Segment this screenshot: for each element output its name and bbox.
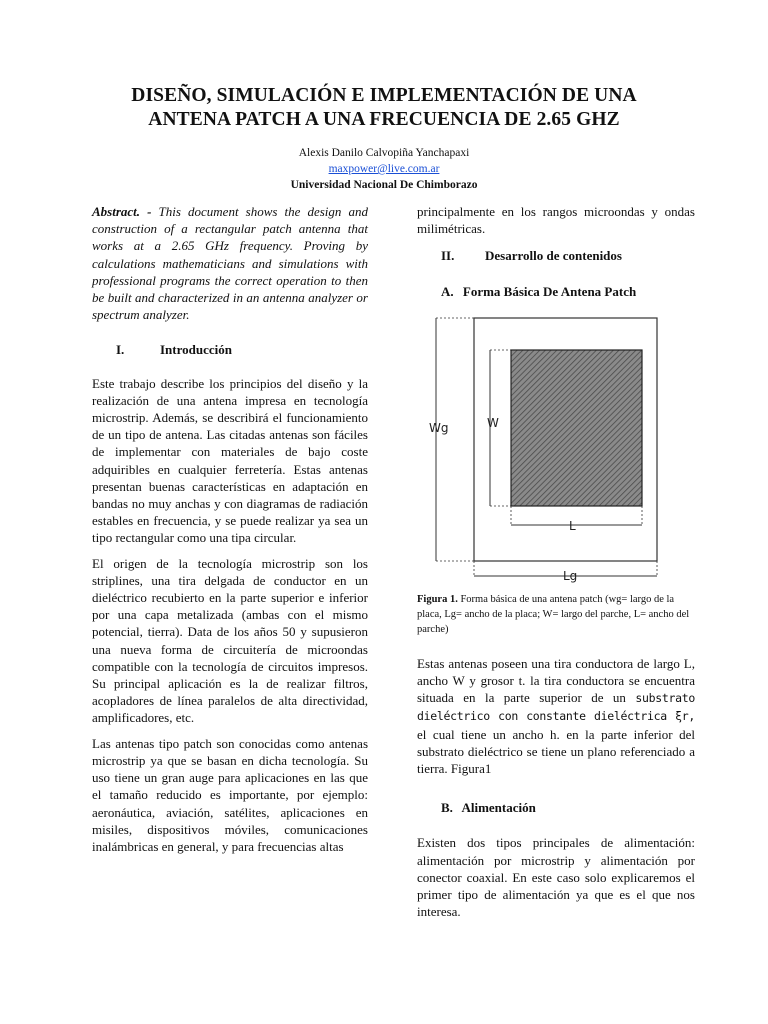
figure-caption-label: Figura 1. <box>417 593 458 605</box>
author-name: Alexis Danilo Calvopiña Yanchapaxi <box>298 147 470 159</box>
paragraph-part: Estas antenas poseen una tira conductora de largo L, ancho W y grosor t. la tira conductora se encuentra situada en la parte superior de un <box>417 655 695 706</box>
subsection-title: Alimentación <box>461 800 536 816</box>
label-w: W <box>487 415 499 430</box>
subsection-letter: A. <box>441 283 454 299</box>
abstract <box>92 203 368 323</box>
subsection-letter: B. <box>441 800 453 816</box>
abstract-label: Abstract. - <box>92 204 152 219</box>
section-number: II. <box>441 248 455 264</box>
label-lg: Lg <box>563 568 578 583</box>
figure-patch-antenna <box>417 314 695 584</box>
section-number: I. <box>116 342 125 358</box>
paragraph: Este trabajo describe los principios del diseño y la realización de una antena impresa en tecnología microstrip. Además, se describirá el funcionamiento de un tipo de antena. Las citadas antenas son fáciles de implementar con materiales de bajo coste adquiribles en cualquier ferretería. Estas antenas presentan buenas características en adaptación en bandas no muy anchas y con diagramas de radiación estables en frecuencia, y se puede realizar ya sea un tipo rectangular como una tipa circular. <box>92 375 368 546</box>
subsection-heading-alimentacion <box>441 799 695 816</box>
subsection-title: Forma Básica De Antena Patch <box>462 283 637 299</box>
title-line-1: DISEÑO, SIMULACIÓN E IMPLEMENTACIÓN DE UNA <box>131 85 637 106</box>
paragraph: El origen de la tecnología microstrip son los striplines, una tira delgada de conductor en un dieléctrico recubierto en la parte superior e inferior por una capa metalizada (ambas con el mismo potencial, tierra). Data de los años 50 y supusieron una nueva forma de circuitería de microondas compatible con la tecnología de circuitos impresos. Su principal aplicación es la de realizar filtros, acopladores de línea paralelos de alta directividad, amplificadores, etc. <box>92 555 368 726</box>
section-title: Desarrollo de contenidos <box>485 248 622 264</box>
subsection-heading-forma-basica <box>441 283 695 300</box>
section-heading-desarrollo <box>417 247 695 264</box>
paragraph <box>417 655 695 777</box>
left-column <box>92 203 368 863</box>
author-university: Universidad Nacional De Chimborazo <box>290 179 478 191</box>
title-line-2: ANTENA PATCH A UNA FRECUENCIA DE 2.65 GHZ <box>148 109 620 130</box>
paragraph-part: el cual tiene un ancho h. en la parte inferior del substrato dieléctrico se tiene un plano referenciado a tierra. Figura1 <box>417 726 695 777</box>
abstract-text: This document shows the design and construction of a rectangular patch antenna that works at a 2.65 GHz frequency. Proving by calculations mathematicians and simulations with professional programs the correct operation to then be built and characterized in an antenna analyzer or spectrum analyzer. <box>92 204 369 323</box>
paragraph-continuation: principalmente en los rangos microondas y ondas milimétricas. <box>417 204 695 237</box>
paragraph: Existen dos tipos principales de alimentación: alimentación por microstrip y alimentación por conector coaxial. En este caso solo explicaremos el primer tipo de alimentación ya que es el que nos interesa. <box>417 835 695 920</box>
patch-rectangle <box>511 350 642 506</box>
section-heading-introduccion <box>92 341 368 358</box>
patch-antenna-diagram <box>417 314 695 584</box>
figure-caption-text: Forma básica de una antena patch (wg= largo de la placa, Lg= ancho de la placa; W= largo del parche, L= ancho del parche) <box>417 593 690 635</box>
paragraph: Las antenas tipo patch son conocidas como antenas microstrip ya que se basan en dicha tecnología. Su uso tiene un gran auge para aplicaciones en las que el tamaño reducido es importante, por ejemplo: aeronáutica, aviación, satélites, aplicaciones en misiles, dispositivos móviles, comunicaciones inalámbricas en general, y para frecuencias altas <box>92 735 368 854</box>
label-wg: Wg <box>429 420 449 435</box>
paragraph-part-substrate: substrato dieléctrico con constante dieléctrica ξr, <box>417 691 695 724</box>
author-email-link[interactable]: maxpower@live.com.ar <box>328 163 440 175</box>
figure-caption <box>417 592 695 637</box>
section-title: Introducción <box>160 342 232 358</box>
right-column <box>417 203 695 928</box>
label-l: L <box>569 518 576 533</box>
paper-title <box>60 84 708 132</box>
